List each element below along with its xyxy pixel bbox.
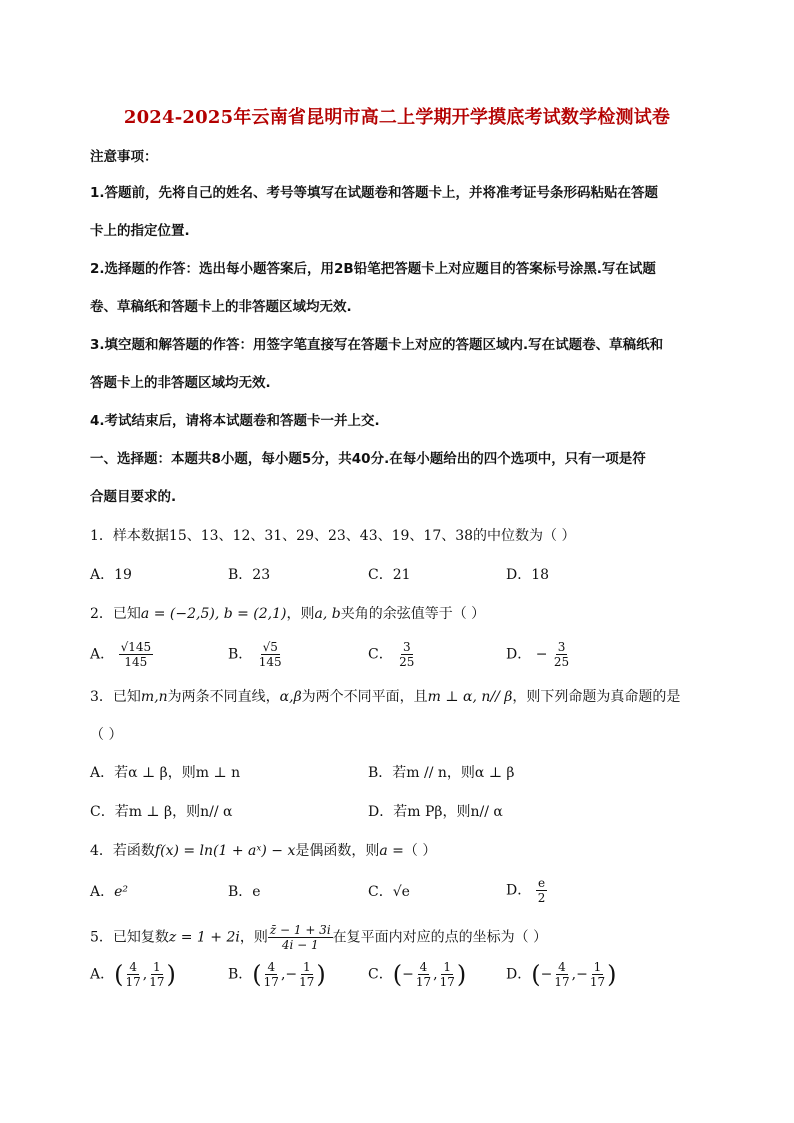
q1-option-d: D．18 bbox=[506, 567, 550, 583]
q5-option-c: C．(− $\frac{4}{17}$ , $\frac{1}{17}$ ) bbox=[368, 960, 467, 989]
denominator: 17 bbox=[299, 975, 315, 989]
numerator: √145 bbox=[120, 640, 152, 654]
right-paren: ) bbox=[166, 960, 176, 989]
q4-stem-pre: 4．若函数 bbox=[90, 843, 155, 859]
q3-planes: α,β bbox=[279, 689, 302, 705]
question-2-stem bbox=[90, 605, 706, 623]
fraction bbox=[438, 960, 457, 989]
numerator: 4 bbox=[129, 960, 137, 974]
fraction bbox=[147, 960, 166, 989]
q2-option-c bbox=[368, 640, 416, 669]
notice-item: 3.填空题和解答题的作答：用签字笔直接写在答题卡上对应的答题区域内.写在试题卷、草稿纸和 bbox=[90, 337, 664, 353]
q1-option-c: C．21 bbox=[368, 567, 411, 583]
denominator: 145 bbox=[124, 655, 148, 669]
option-label: A． bbox=[90, 884, 115, 900]
minus-sign: − bbox=[535, 646, 548, 663]
numerator: 4 bbox=[267, 960, 276, 974]
question-4-stem bbox=[90, 842, 706, 860]
fraction bbox=[119, 640, 154, 669]
q4-option-d bbox=[506, 876, 547, 905]
option-label: D． bbox=[506, 882, 532, 899]
q3-option-b: B．若m // n，则α ⊥ β bbox=[368, 765, 515, 781]
numerator: z̄ − 1 + 3i bbox=[269, 923, 331, 937]
fraction bbox=[262, 960, 281, 989]
section-heading-cont: 合题目要求的. bbox=[90, 489, 177, 505]
numerator: e bbox=[537, 876, 546, 890]
fraction bbox=[536, 876, 548, 905]
option-label: A． bbox=[90, 966, 115, 983]
q2-stem-post: 夹角的余弦值等于（ ） bbox=[340, 606, 486, 622]
q5-option-b: B．( $\frac{4}{17}$ ,− $\frac{1}{17}$ ) bbox=[228, 960, 326, 989]
notice-item: 卷、草稿纸和答题卡上的非答题区域均无效. bbox=[90, 299, 352, 315]
q3-lines: m,n bbox=[140, 689, 168, 705]
option-label: A． bbox=[90, 646, 115, 663]
q3-conditions: m ⊥ α, n// β bbox=[427, 689, 513, 705]
page-title: 2024-2025年云南省昆明市高二上学期开学摸底考试数学检测试卷 bbox=[123, 107, 671, 128]
notice-item: 4.考试结束后，请将本试题卷和答题卡一并上交. bbox=[90, 413, 380, 429]
numerator: 1 bbox=[443, 960, 452, 974]
denominator: 25 bbox=[553, 655, 570, 669]
q4-option-b bbox=[228, 883, 261, 901]
q3-stem-c: ，则下列命题为真命题的是 bbox=[512, 689, 681, 705]
q5-stem-mid: ，则 bbox=[239, 929, 268, 946]
notice-item: 2.选择题的作答：选出每小题答案后，用2B铅笔把答题卡上对应题目的答案标号涂黑.写在试题 bbox=[90, 261, 656, 277]
q3-stem-a: 为两条不同直线， bbox=[167, 689, 280, 705]
right-paren: ) bbox=[456, 960, 467, 989]
q4-stem-post: （ ） bbox=[403, 843, 437, 859]
q2-option-d bbox=[506, 640, 571, 669]
left-paren: ( bbox=[531, 960, 541, 989]
question-5-stem bbox=[90, 923, 706, 952]
q3-option-c: C．若m ⊥ β，则n// α bbox=[90, 804, 233, 820]
q5-stem-post: 在复平面内对应的点的坐标为（ ） bbox=[332, 929, 548, 946]
sign: − bbox=[576, 966, 588, 983]
q2-option-a bbox=[90, 640, 153, 669]
q3-option-d: D．若m Pβ，则n// α bbox=[368, 804, 503, 820]
option-value: e² bbox=[114, 884, 129, 900]
option-label: D． bbox=[506, 646, 532, 663]
numerator: 1 bbox=[302, 960, 311, 974]
numerator: 3 bbox=[557, 640, 566, 654]
q4-option-c bbox=[368, 883, 410, 901]
denominator: 4i − 1 bbox=[281, 938, 319, 952]
numerator: 4 bbox=[558, 960, 566, 974]
sign: − bbox=[285, 966, 298, 983]
numerator: 3 bbox=[402, 640, 411, 654]
denominator: 17 bbox=[415, 975, 432, 989]
option-label: B． bbox=[228, 884, 253, 900]
right-paren: ) bbox=[316, 960, 326, 989]
notice-item: 1.答题前，先将自己的姓名、考号等填写在试题卷和答题卡上，并将准考证号条形码粘贴在答题 bbox=[90, 185, 659, 201]
denominator: 17 bbox=[149, 975, 165, 989]
notice-item: 答题卡上的非答题区域均无效. bbox=[90, 375, 271, 391]
fraction bbox=[124, 960, 143, 989]
q5-option-a: A．( $\frac{4}{17}$ , $\frac{1}{17}$ ) bbox=[90, 960, 176, 989]
section-heading: 一、选择题：本题共8小题，每小题5分，共40分.在每小题给出的四个选项中，只有一项是符 bbox=[90, 451, 646, 467]
denominator: 2 bbox=[537, 891, 546, 905]
q1-option-a: A．19 bbox=[90, 567, 132, 583]
denominator: 25 bbox=[399, 655, 415, 669]
fraction bbox=[297, 960, 316, 989]
option-label: D． bbox=[506, 966, 532, 983]
fraction bbox=[552, 640, 571, 669]
denominator: 17 bbox=[439, 975, 455, 989]
left-paren: ( bbox=[392, 960, 403, 989]
left-paren: ( bbox=[252, 960, 262, 989]
denominator: 17 bbox=[589, 975, 606, 989]
question-3-stem-cont: （ ） bbox=[90, 727, 123, 743]
sign: − bbox=[540, 966, 553, 983]
option-label: B． bbox=[228, 646, 253, 663]
q4-variable: a = bbox=[379, 843, 404, 859]
q3-stem-pre: 3．已知 bbox=[90, 689, 141, 705]
denominator: 17 bbox=[125, 975, 141, 989]
denominator: 17 bbox=[554, 975, 570, 989]
question-3-stem bbox=[90, 688, 706, 706]
q4-stem-mid: 是偶函数，则 bbox=[295, 843, 380, 859]
denominator: 145 bbox=[258, 655, 282, 669]
option-label: C． bbox=[368, 646, 393, 663]
numerator: 1 bbox=[153, 960, 161, 974]
option-value: √e bbox=[392, 884, 410, 900]
q5-fraction bbox=[268, 923, 333, 952]
option-label: B． bbox=[228, 966, 253, 983]
left-paren: ( bbox=[114, 960, 124, 989]
fraction bbox=[414, 960, 433, 989]
option-value: e bbox=[252, 884, 261, 900]
q4-option-a bbox=[90, 883, 128, 901]
q5-complex: z = 1 + 2i bbox=[168, 929, 240, 946]
q2-stem-pre: 2．已知 bbox=[90, 606, 141, 622]
fraction bbox=[588, 960, 607, 989]
q5-stem-pre: 5．已知复数 bbox=[90, 929, 169, 946]
fraction bbox=[397, 640, 416, 669]
q2-option-b bbox=[228, 640, 284, 669]
q4-function: f(x) = ln(1 + aˣ) − x bbox=[154, 843, 296, 859]
q3-option-a: A．若α ⊥ β，则m ⊥ n bbox=[90, 765, 241, 781]
q3-stem-b: 为两个不同平面，且 bbox=[301, 689, 428, 705]
q2-stem-mid: ，则 bbox=[286, 606, 315, 622]
denominator: 17 bbox=[263, 975, 279, 989]
numerator: 4 bbox=[419, 960, 428, 974]
notice-item: 卡上的指定位置. bbox=[90, 223, 190, 239]
question-1-stem: 1．样本数据15、13、12、31、29、23、43、19、17、38的中位数为（ ） bbox=[90, 528, 576, 544]
q2-vectors: a = (−2,5), b = (2,1) bbox=[140, 606, 287, 622]
fraction bbox=[552, 960, 571, 989]
notice-heading: 注意事项： bbox=[90, 149, 158, 165]
right-paren: ) bbox=[607, 960, 617, 989]
numerator: √5 bbox=[262, 640, 278, 654]
sign: − bbox=[402, 966, 414, 983]
q2-vectors-ab: a, b bbox=[314, 606, 341, 622]
option-label: C． bbox=[368, 966, 393, 983]
fraction bbox=[257, 640, 284, 669]
q5-option-d: D．(− $\frac{4}{17}$ ,− $\frac{1}{17}$ ) bbox=[506, 960, 617, 989]
option-label: C． bbox=[368, 884, 393, 900]
numerator: 1 bbox=[593, 960, 602, 974]
q1-option-b: B．23 bbox=[228, 567, 271, 583]
